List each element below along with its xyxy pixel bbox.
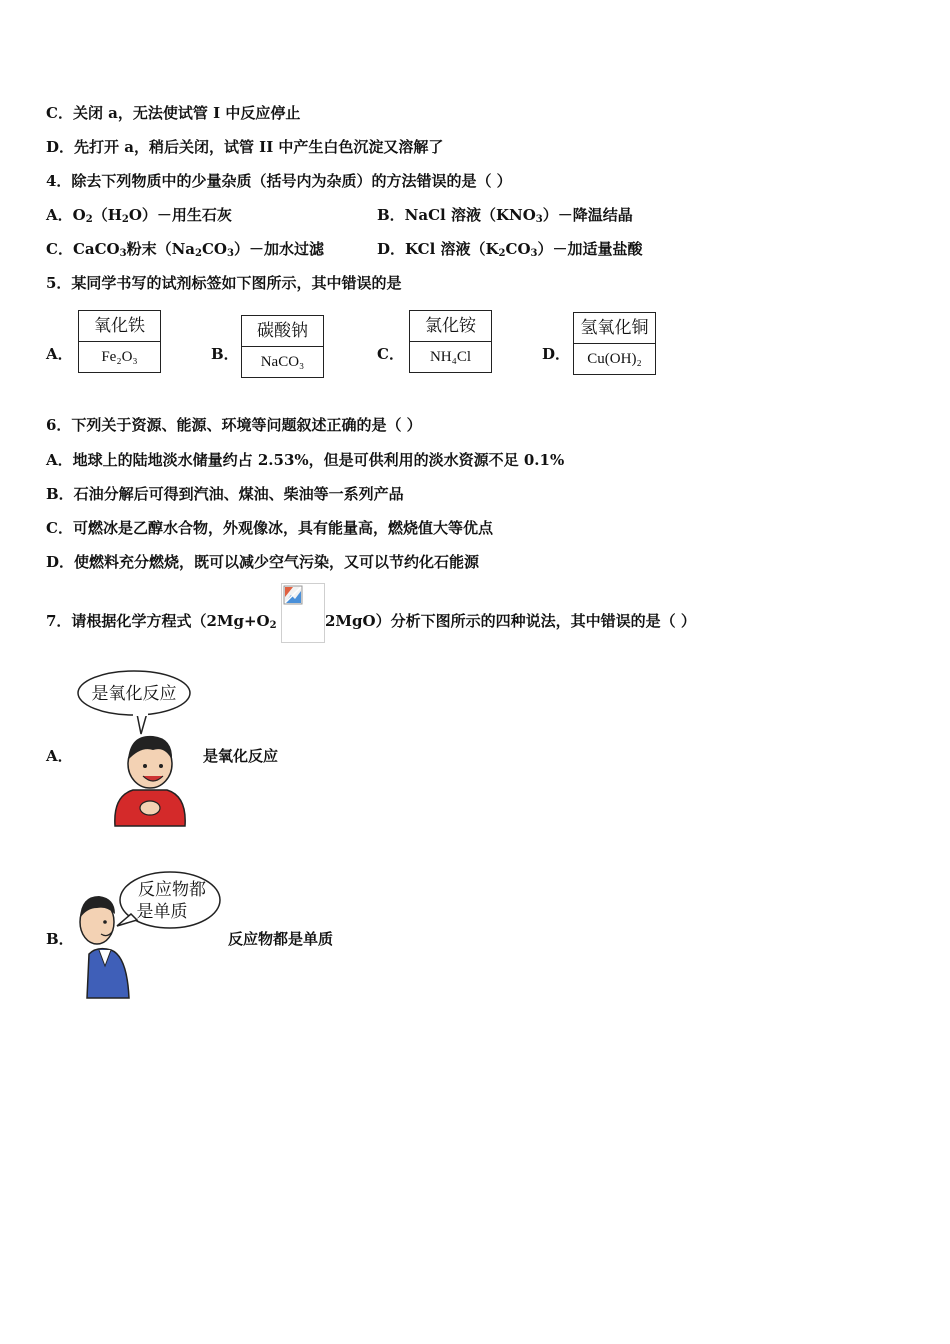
reagent-label-a-formula: Fe₂O₃ bbox=[101, 349, 138, 365]
boy-blue-shirt-illustration bbox=[75, 870, 225, 1002]
reagent-label-d-formula: Cu(OH)₂ bbox=[587, 351, 642, 367]
reagent-label-b-formula: NaCO₃ bbox=[260, 354, 305, 370]
boy-red-shirt-illustration bbox=[75, 668, 195, 830]
bubble-b-line1: 反应物都 bbox=[138, 880, 206, 900]
broken-image-icon bbox=[283, 585, 303, 605]
q4-option-d: D．KCl 溶液$(K_2CO_3)-$加适量盐酸 bbox=[377, 240, 643, 259]
reagent-label-c-formula: NH₄Cl bbox=[429, 349, 472, 365]
reagent-label-c-name: 氯化铵 bbox=[410, 311, 491, 342]
reagent-label-d-name: 氢氧化铜 bbox=[574, 313, 655, 344]
q6-stem: 6．下列关于资源、能源、环境等问题叙述正确的是（ ） bbox=[46, 416, 422, 434]
equation-image-placeholder bbox=[281, 583, 325, 643]
q6-option-b: B．石油分解后可得到汽油、煤油、柴油等一系列产品 bbox=[46, 485, 404, 503]
q7-option-a-letter: A． bbox=[46, 747, 73, 765]
q7-option-a-text: 是氧化反应 bbox=[203, 747, 279, 765]
q5-stem: 5．某同学书写的试剂标签如下图所示，其中错误的是 bbox=[46, 274, 402, 292]
bubble-a-text: 是氧化反应 bbox=[91, 684, 177, 704]
q4-stem: 4．除去下列物质中的少量杂质（括号内为杂质）的方法错误的是（ ） bbox=[46, 172, 512, 190]
q7-option-b-text: 反应物都是单质 bbox=[228, 930, 334, 948]
bubble-b-line2: 是单质 bbox=[136, 902, 188, 922]
q4-option-a: A．$O_2(H_2O)-$用生石灰 bbox=[46, 206, 232, 225]
reagent-label-d bbox=[573, 312, 656, 375]
q3-option-d: D．先打开 a，稍后关闭，试管 II 中产生白色沉淀又溶解了 bbox=[46, 138, 444, 156]
q6-option-d: D．使燃料充分燃烧，既可以减少空气污染，又可以节约化石能源 bbox=[46, 553, 480, 571]
reagent-label-a bbox=[78, 310, 161, 373]
q7-stem-part1: 7．请根据化学方程式（$2Mg+O_2$ bbox=[46, 612, 277, 631]
q5-option-d-letter: D． bbox=[542, 345, 571, 363]
reagent-label-c bbox=[409, 310, 492, 373]
q5-option-c-letter: C． bbox=[377, 345, 404, 363]
q5-option-b-letter: B． bbox=[211, 345, 239, 363]
q4-option-c: C．CaCO$_3$粉末$(Na_2CO_3)-$加水过滤 bbox=[46, 240, 324, 259]
q6-option-a: A．地球上的陆地淡水储量约占 2.53%，但是可供利用的淡水资源不足 0.1% bbox=[46, 451, 565, 469]
reagent-label-b-name: 碳酸钠 bbox=[242, 316, 323, 347]
q4-option-b: B．NaCl 溶液$(KNO_3)-$降温结晶 bbox=[377, 206, 633, 225]
reagent-label-a-name: 氧化铁 bbox=[79, 311, 160, 342]
q7-option-b-letter: B． bbox=[46, 930, 74, 948]
reagent-label-b bbox=[241, 315, 324, 378]
q3-option-c: C．关闭 a，无法使试管 I 中反应停止 bbox=[46, 104, 301, 122]
q5-option-a-letter: A． bbox=[46, 345, 73, 363]
q7-stem-part2: 2MgO）分析下图所示的四种说法，其中错误的是（ ） bbox=[325, 612, 696, 630]
q6-option-c: C．可燃冰是乙醇水合物，外观像冰，具有能量高，燃烧值大等优点 bbox=[46, 519, 493, 537]
